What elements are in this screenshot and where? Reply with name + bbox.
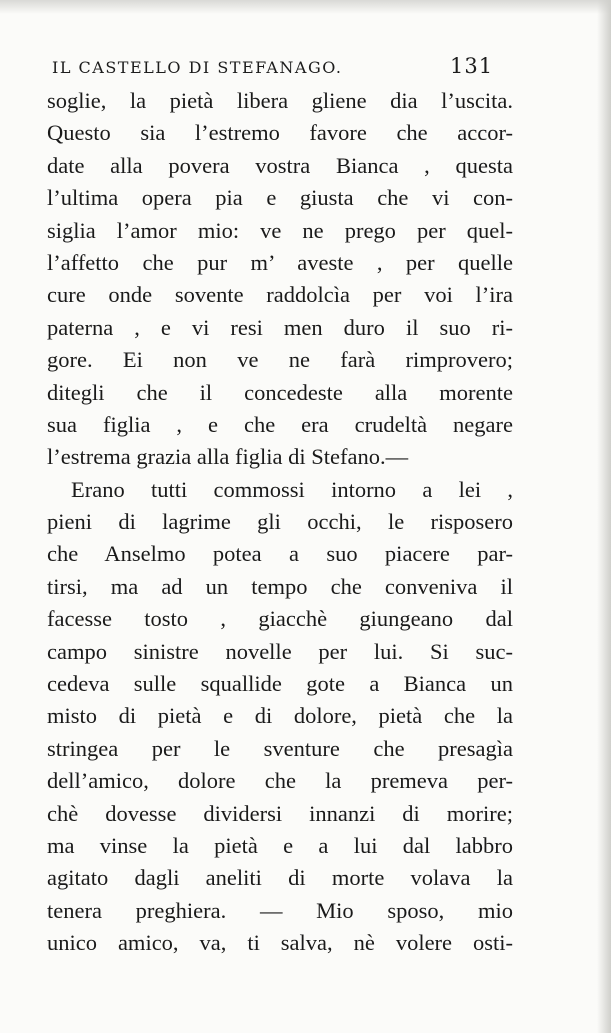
text-line: stringea per le sventure che presagìa bbox=[47, 735, 513, 761]
body-text bbox=[47, 85, 513, 960]
text-line: che Anselmo potea a suo piacere par- bbox=[47, 541, 513, 567]
text-line: cedeva sulle squallide gote a Bianca un bbox=[47, 671, 513, 697]
text-line: sua figlia , e che era crudeltà negare bbox=[47, 411, 513, 437]
text-line: facesse tosto , giacchè giungeano dal bbox=[47, 606, 513, 632]
scan-shadow-top bbox=[0, 0, 611, 14]
text-line: ma vinse la pietà e a lui dal labbro bbox=[47, 832, 513, 858]
text-line: ditegli che il concedeste alla morente bbox=[47, 379, 513, 405]
text-line: Erano tutti commossi intorno a lei , bbox=[71, 476, 513, 502]
text-line: gore. Ei non ve ne farà rimprovero; bbox=[47, 347, 513, 373]
text-line: tenera preghiera. — Mio sposo, mio bbox=[47, 897, 513, 923]
text-line: Questo sia l’estremo favore che accor- bbox=[47, 120, 513, 146]
text-line: siglia l’amor mio: ve ne prego per quel- bbox=[47, 217, 513, 243]
text-line: dell’amico, dolore che la premeva per- bbox=[47, 768, 513, 794]
text-line: soglie, la pietà libera gliene dia l’uscita. bbox=[47, 88, 513, 113]
text-line: pieni di lagrime gli occhi, le risposero bbox=[47, 509, 513, 535]
running-head: IL CASTELLO DI STEFANAGO. bbox=[52, 58, 343, 77]
text-line: tirsi, ma ad un tempo che conveniva il bbox=[47, 573, 513, 599]
page-number: 131 bbox=[450, 54, 494, 78]
text-line: unico amico, va, ti salva, nè volere osti- bbox=[47, 930, 513, 956]
text-line: cure onde sovente raddolcìa per voi l’ira bbox=[47, 282, 513, 308]
text-line: l’affetto che pur m’ aveste , per quelle bbox=[47, 249, 513, 275]
text-line: misto di pietà e di dolore, pietà che la bbox=[47, 703, 513, 729]
text-line: chè dovesse dividersi innanzi di morire; bbox=[47, 800, 513, 826]
scan-shadow-right bbox=[597, 0, 611, 1033]
text-line: campo sinistre novelle per lui. Si suc- bbox=[47, 638, 513, 664]
text-line: agitato dagli aneliti di morte volava la bbox=[47, 865, 513, 891]
text-line: l’estrema grazia alla figlia di Stefano.— bbox=[47, 444, 409, 470]
text-line: l’ultima opera pia e giusta che vi con- bbox=[47, 185, 513, 211]
text-line: paterna , e vi resi men duro il suo ri- bbox=[47, 314, 513, 340]
text-line: date alla povera vostra Bianca , questa bbox=[47, 152, 513, 178]
